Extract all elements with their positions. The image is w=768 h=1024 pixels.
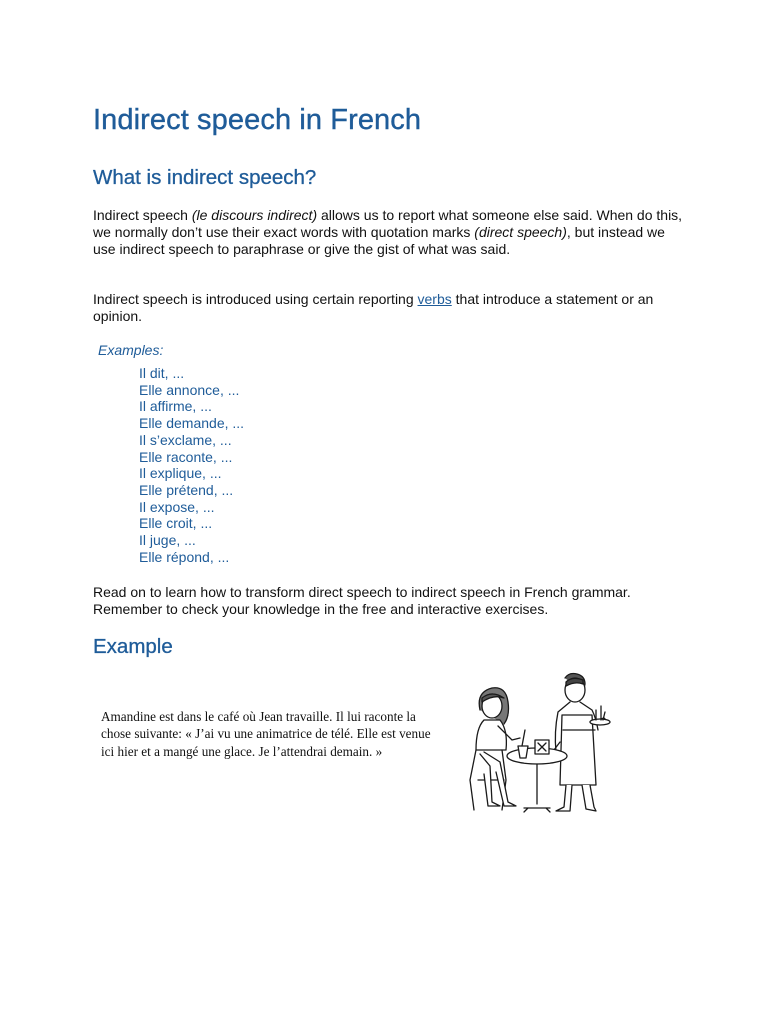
- intro-term-direct: (direct speech): [474, 224, 567, 240]
- verbs-link[interactable]: verbs: [417, 291, 452, 307]
- intro-text-1: Indirect speech: [93, 207, 192, 223]
- girl-figure: [470, 688, 520, 810]
- waiter-figure: [554, 674, 610, 812]
- cafe-illustration: [462, 670, 612, 815]
- reporting-text-2: that introduce a statement or an opinion.: [93, 291, 654, 324]
- list-item: Il juge, ...: [139, 532, 196, 549]
- reporting-paragraph: [93, 291, 683, 325]
- list-item: Il expose, ...: [139, 498, 215, 515]
- examples-label: Examples:: [98, 342, 164, 358]
- reporting-text-1: Indirect speech is introduced using certain reporting: [93, 291, 418, 307]
- list-item: Il explique, ...: [139, 465, 222, 482]
- list-item: Il dit, ...: [139, 365, 185, 381]
- section-heading-what-is: What is indirect speech?: [93, 166, 317, 189]
- list-item: Elle annonce, ...: [139, 381, 240, 398]
- list-item: Elle répond, ...: [139, 548, 230, 565]
- page-title: Indirect speech in French: [93, 104, 422, 136]
- list-item: Elle demande, ...: [139, 415, 245, 432]
- list-item: Il affirme, ...: [139, 398, 212, 415]
- list-item: Il s’exclame, ...: [139, 431, 232, 448]
- example-heading: Example: [93, 635, 173, 658]
- list-item: Elle raconte, ...: [139, 448, 233, 465]
- intro-text-2: allows us to report what someone else said. When do this, we normally don’t use their exact words with quotation marks: [93, 207, 683, 240]
- intro-text-3: , but instead we use indirect speech to paraphrase or give the gist of what was said.: [93, 224, 665, 257]
- list-item: Elle prétend, ...: [139, 481, 234, 498]
- example-story: Amandine est dans le café où Jean travaille. Il lui raconte la chose suivante: « J’ai vu une animatrice de télé. Elle est venue ici hier et a mangé une glace. Je l’attendrai demain. »: [101, 709, 431, 759]
- intro-paragraph: [93, 207, 683, 258]
- read-on-paragraph: Read on to learn how to transform direct speech to indirect speech in French grammar. Remember to check your knowledge in the free and interactive exercises.: [93, 584, 631, 617]
- list-item: Elle croit, ...: [139, 515, 213, 532]
- intro-term-french: (le discours indirect): [191, 207, 318, 223]
- examples-list: [139, 365, 244, 565]
